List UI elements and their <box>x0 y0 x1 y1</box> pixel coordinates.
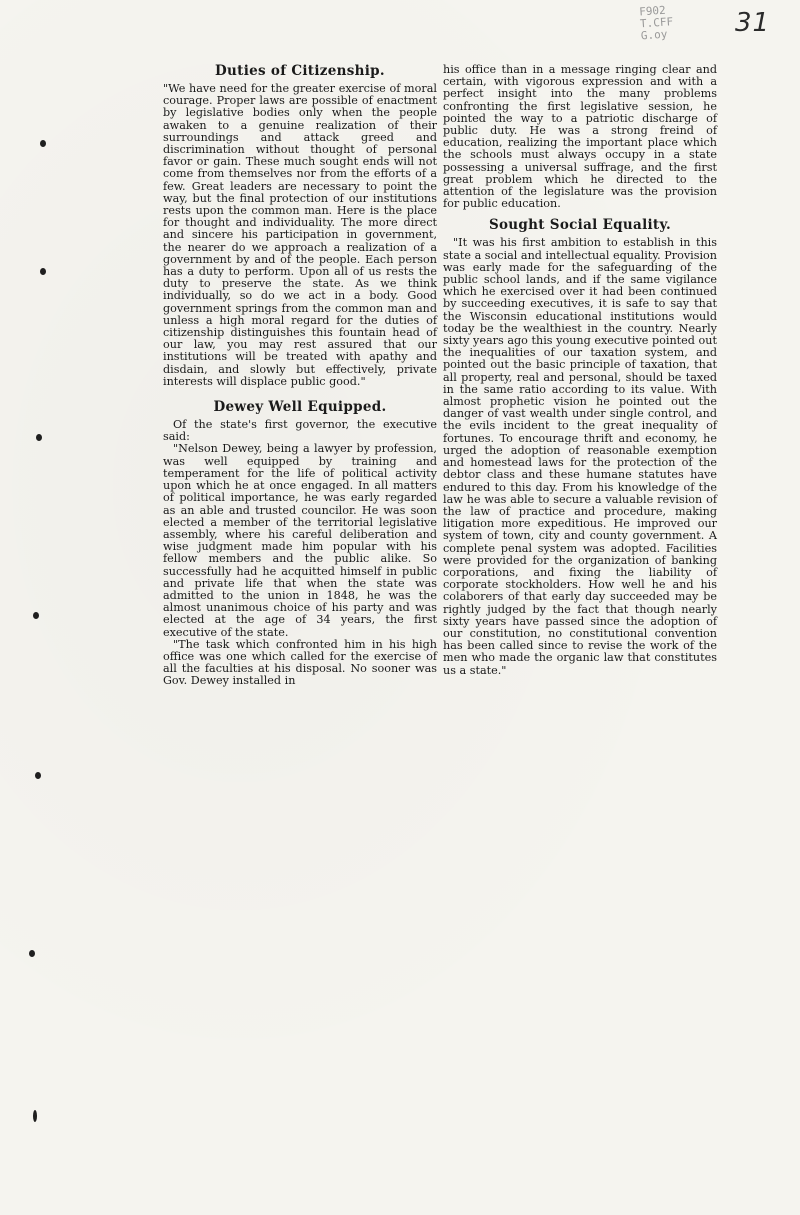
stamp-line-3: G.oy <box>640 27 668 43</box>
punch-hole-mark <box>40 268 46 275</box>
section-heading: Dewey Well Equipped. <box>213 399 387 416</box>
punch-hole-mark <box>36 434 42 441</box>
stamp-line-1: F902 <box>638 3 667 19</box>
clipping-column-right <box>443 62 717 677</box>
stamp-line-2: T.CFF <box>639 15 674 31</box>
page-number: 31 <box>735 8 771 38</box>
punch-hole-mark <box>35 772 41 779</box>
article-paragraph: "Nelson Dewey, being a lawyer by profession, was well equipped by training and temperament for the life of political activity upon which he at once engaged. In all matters of political importance, he was early regarded as an able and trusted councilor. He was soon elected a member of the territorial legislative assembly, where his careful deliberation and wise judgment made him popular with his fellow members and the public alike. So successfully had he acquitted himself in public and private life that when the state was admitted to the union in 1848, he was the almost unanimous choice of his party and was elected at the age of 34 years, the first executive of the state. <box>163 442 437 639</box>
article-paragraph: his office than in a message ringing clear and certain, with vigorous expression and with a perfect insight into the many problems confronting the first legislative session, he pointed the way to a patriotic discharge of public duty. He was a strong freind of education, realizing the important place which the schools must always occupy in a state possessing a universal suffrage, and the first great problem which he directed to the attention of the legislature was the provision for public education. <box>443 63 717 211</box>
punch-hole-mark <box>33 612 39 619</box>
article-paragraph: "It was his first ambition to establish in this state a social and intellectual equality. Provision was early made for the safeguarding of the public school lands, and if the same vigilance which he exercised over it had been continued by succeeding executives, it is safe to say that the Wisconsin educational institutions would today be the wealthiest in the country. Nearly sixty years ago this young executive pointed out the inequalities of our taxation system, and pointed out the basic principle of taxation, that all property, real and personal, should be taxed in the same ratio according to its value. With almost prophetic vision he pointed out the danger of vast wealth under single control, and the evils incident to the great inequality of fortunes. To encourage thrift and economy, he urged the adoption of reasonable exemption and homestead laws for the protection of the debtor class and these humane statutes have endured to this day. From his knowledge of the law he was able to secure a valuable revision of the law of practice and procedure, making litigation more expeditious. He improved our system of town, city and county government. A complete penal system was adopted. Facilities were provided for the organization of banking corporations, and fixing the liability of corporate stockholders. How well he and his colaborers of that early day succeeded may be rightly judged by the fact that though nearly sixty years have passed since the adoption of our constitution, no constitutional convention has been called since to revise the work of the men who made the organic law that constitutes us a state." <box>443 236 717 677</box>
punch-hole-mark <box>29 950 35 957</box>
section-heading: Sought Social Equality. <box>488 217 672 234</box>
clipping-column-left <box>163 62 437 688</box>
article-paragraph: "The task which confronted him in his high office was one which called for the exercise of all the faculties at his disposal. No sooner was Gov. Dewey installed in <box>163 637 437 688</box>
article-paragraph: "We have need for the greater exercise of moral courage. Proper laws are possible of enactment by legislative bodies only when the people awaken to a genuine realization of their surroundings and attack greed and discrimination without thought of personal favor or gain. These much sought ends will not come from themselves nor from the efforts of a few. Great leaders are necessary to point the way, but the final protection of our institutions rests upon the common man. Here is the place for thought and individuality. The more direct and sincere his participation in government, the nearer do we approach a realization of a government by and of the people. Each person has a duty to perform. Upon all of us rests the duty to preserve the state. As we think individually, so do we act in a body. Good government springs from the common man and unless a high moral regard for the duties of citizenship distinguishes this fountain head of our law, you may rest assured that our institutions will be treated with apathy and disdain, and slowly but effectively, private interests will displace public good." <box>163 82 437 388</box>
archive-stamp <box>639 2 711 43</box>
punch-hole-mark <box>33 1110 37 1122</box>
punch-hole-mark <box>40 140 46 147</box>
newspaper-clipping <box>163 62 739 752</box>
article-paragraph: Of the state's first governor, the executive said: <box>163 418 437 444</box>
section-heading: Duties of Citizenship. <box>215 63 385 79</box>
